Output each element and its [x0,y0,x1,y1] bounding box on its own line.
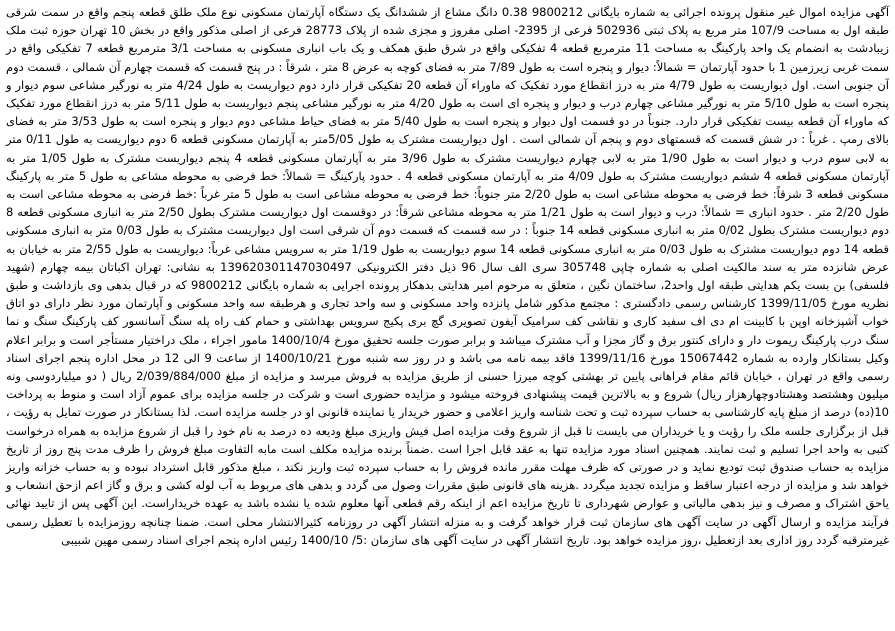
auction-notice-text: آگهی مزایده اموال غیر منقول پرونده اجرائی به شماره بایگانی 9800212 0.38 دانگ مشاع از ششدانگ یک دستگاه آپارتمان مسکونی نوع ملک طلق قطعه پنجم واقع در سمت شرقی طبقه اول به مساحت 107/9 متر مربع به پلاک ثبتی 502936 فرعی از 2395- اصلی مفروز و مجزی شده از پلاک 28773 فرعی از اصلی مذکور واقع در بخش 10 تهران حوزه ثبت ملک زیبادشت به انضمام یک واحد پارکینگ به مساحت 11 مترمربع قطعه 4 تفکیکی واقع در شرق طبق همکف و یک باب انباری مسکونی به مساحت 3/1 مترمربع قطعه 7 تفکیکی واقع در سمت غربی زیرزمین 1 با حدود آپارتمان = شمالاً: دیوار و پنجره است به طول 7/89 متر به فضای کوچه به عرض 8 متر ، شرقاً : در پنج قسمت که قسمت چهارم آن شمالی ، قسمت دوم آن جنوبی است. اول دیواریست به طول 4/79 متر به درز انقطاع مورد تفکیک که ماوراء آن قطعه 20 تفکیکی قرار دارد دوم دیواریست به طول 4/24 متر به نورگیر مشاعی سوم دیوار و پنجره است به طول 5/10 متر به نورگیر مشاعی چهارم درب و دیوار و پنجره ای است به طول 4/20 متر به نورگیر مشاعی پنجم دیواریست به طول 5/11 متر به درز انقطاع مورد تفکیک که ماوراء آن قطعه بیست تفکیکی قرار دارد. جنوباً در دو قسمت اول دیوار و پنجره است به طول 5/40 متر به فضای حیاط مشاعی دوم دیوار و پنجره است به طول 3/53 متر به فضای بالای رمپ . غرباً : در شش قسمت که قسمتهای دوم و پنجم آن شمالی است . اول دیواریست مشترک به طول 5/05متر به آپارتمان مسکونی قطعه 6 دوم دیواریست به طول 0/11 متر به لابی سوم درب و دیوار است به طول 1/90 متر به لابی چهارم دیواریست مشترک به طول 3/96 متر به آپارتمان مسکونی قطعه 4 پنجم دیواریست مشترک به طول 1/05 متر به آپارتمان مسکونی قطعه 4 ششم دیواریست مشترک به طول 4/09 متر به آپارتمان مسکونی قطعه 4 . حدود پارکینگ = شمالاً: خط فرضی به محوطه مشاعی به طول 5 متر به پارکینگ مسکونی قطعه 3 شرقاً: خط فرضی به محوطه مشاعی است به طول 2/20 متر جنوباً: خط فرضی به محوطه مشاعی است به طول 5 متر غرباً :خط فرضی به محوطه مشاعی است به طول 2/20 متر . حدود انباری = شمالاً: درب و دیوار است به طول 1/21 متر به محوطه مشاعی شرقاً: در دوقسمت اول دیواریست مشترک بطول 2/50 متر به انباری مسکونی قطعه 8 دوم دیواریست مشترک بطول 0/02 متر به انباری مسکونی قطعه 14 جنوباً : در سه قسمت که قسمت دوم آن شرقی است اول دیواریست مشترک به طول 0/03 متر به انباری مسکونی قطعه 14 دوم دیواریست مشترک به طول 0/03 متر به انباری مسکونی قطعه 14 سوم دیواریست به طول 1/19 متر به سرویس مشاعی غرباً: دیواریست به طول 2/55 متر به خیابان به عرض شانزده متر به سند مالکیت اصلی به شماره چاپی 305748 سری الف سال 96 ذیل دفتر الکترونیکی 139620301147030497 به نشانی: تهران اکباتان بیمه چهارم (شهید فلسفی) بن بست یکم هدایتی طبقه اول واحد2، ساختمان نگین ، متعلق به مرحوم امیر هدایتی بدهکار پرونده اجرایی به شماره بایگانی 9800212 که در قبال بدهی وی بازداشت و طبق نظریه مورخ 1399/11/05 کارشناس رسمی دادگستری : مجتمع مذکور شامل پانزده واحد مسکونی و سه واحد تجاری و هرطبقه سه واحد مسکونی و آپارتمان مورد نظر دارای دو اتاق خواب آشپزخانه اوپن با کابینت ام دی اف سفید کاری و نقاشی کف سرامیک آیفون تصویری گچ بری پکیج سرویس بهداشتی و حمام کف راه پله سنگ آسانسور کف پارکینگ سنگ و نما سنگ درب پارکینگ ریموت دار و دارای کنتور برق و گاز مجزا و آب مشترک میباشد و برابر صورت جلسه تحقیق مورخ 1400/10/4 مامور اجراء ، ملک دراختیار مستأجر است و برابر اعلام وکیل بستانکار وارده به شماره 15067442 مورخ 1399/11/16 فاقد بیمه نامه می باشد و در روز سه شنبه مورخ 1400/10/21 از ساعت 9 الی 12 در محل اداره پنجم اجرای اسناد رسمی واقع در تهران ، خیابان قائم مقام فراهانی پایین تر بهشتی کوچه میرزا حسنی از طریق مزایده به فروش میرسد و مزایده از مبلغ 2/039/884/000 ریال ( دو میلیاردوسی ونه میلیون وهشتصد وهشتادوچهارهزار ریال) شروع و به بالاترین قیمت پیشنهادی فروخته میشود و مزایده حضوری است و شرکت در جلسه مزایده برای عموم آزاد است و منوط به پرداخت 10(ده) درصد از مبلغ پایه کارشناسی به حساب سپرده ثبت و تحت شناسه واریز اعلامی و حضور خریدار یا نماینده قانونی او در جلسه مزایده است. لذا بستانکار در صورت تمایل به رؤیت ، قبل از برگزاری جلسه ملک را رؤیت و یا خریداران می بایست تا قبل از شروع وقت مزایده اصل فیش واریزی مبلغ ودیعه ده درصد به نام خود را قبل از شروع مزایده به همراه درخواست کتبی به واحد اجرا تسلیم و ثبت نمایند. همچنین اسناد مورد مزایده تنها به عقد قابل اجرا است .ضمناً برنده مزایده مکلف است مابه التفاوت مبلغ فروش را ظرف مدت پنج روز از تاریخ مزایده به حساب صندوق ثبت تودیع نماید و در صورتی که ظرف مهلت مقرر مانده فروش را به حساب سپرده ثبت واریز نکند ، مبلغ مذکور قابل استرداد نبوده و به حساب خزانه واریز خواهد شد و مزایده از درجه اعتبار ساقط و مزایده تجدید میگردد .هزینه های قانونی طبق مقررات وصول می گردد و بدهی های مربوط به آب لوله کشی و برق و گاز اعم ازحق انشعاب و یاحق اشتراک و مصرف و نیز بدهی مالیاتی و عوارض شهرداری تا تاریخ مزایده اعم از اینکه رقم قطعی آنها معلوم شده یا نشده باشد به عهده خریداراست. این آگهی پس از تایید نهائی فرآیند مزایده و ارسال آگهی در سایت آگهی های سازمان ثبت قرار خواهد گرفت و به منزله انتشار آگهی در روزنامه کثیرالانتشار محلی است. ضمنا چنانچه روزمزایده با تعطیل رسمی غیرمترقبه گردد روز اداری بعد ازتعطیل ،روز مزایده خواهد بود. تاریخ انتشار آگهی در سایت آگهی های سازمان :5/ 1400/10 رئیس اداره پنجم اجرای اسناد رسمی مهین شبیبی [6,5,890,547]
